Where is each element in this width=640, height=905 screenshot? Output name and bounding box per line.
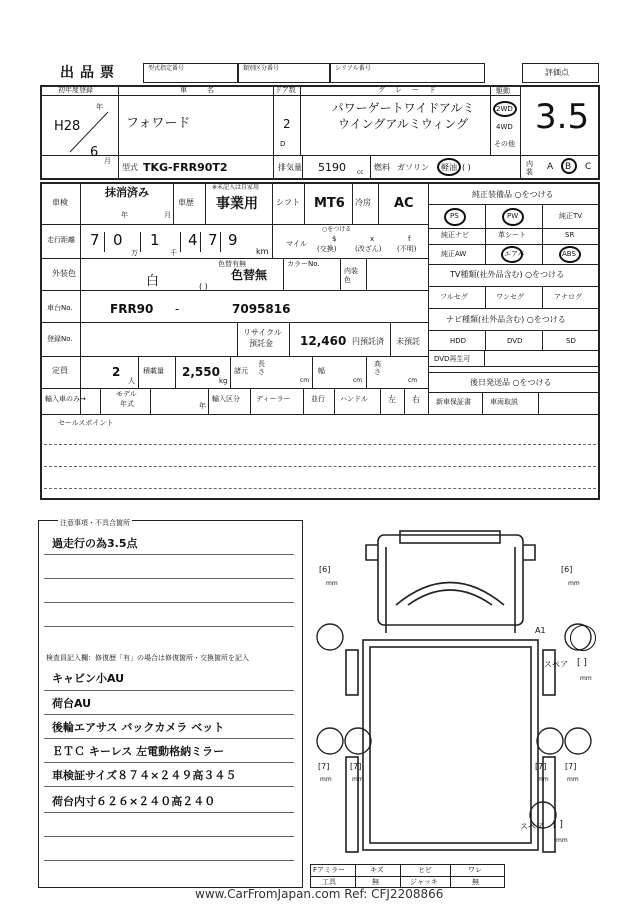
- inspector-line-4: ＥＴＣ キーレス 左電動格納ミラー: [52, 745, 225, 758]
- windshield-inner: [408, 590, 492, 605]
- mile-x2: (改ざん): [355, 245, 382, 253]
- tire-fl-mm: mm: [326, 580, 338, 587]
- exterior-value: 白: [146, 274, 160, 289]
- first-reg-year: H28: [54, 119, 81, 134]
- chassis-dash: -: [175, 302, 180, 316]
- mileage-digit-1: 7: [90, 231, 100, 249]
- after-title: 後日発送品 ○をつける: [470, 378, 552, 387]
- import-year: 年: [199, 402, 206, 410]
- spare-bracket-1: [ ]: [577, 658, 587, 668]
- tire-rr1-num: 7: [538, 762, 544, 771]
- capacity-value: 2: [112, 365, 121, 379]
- recycle-status-1: 円預託済: [352, 337, 384, 346]
- mile-d1: $: [332, 235, 337, 243]
- sheet-title: 出品票: [60, 65, 120, 81]
- inspector-line-3: 後輪エアサス バックカメラ ベット: [52, 721, 225, 734]
- equip-title: 純正装備品 ○をつける: [472, 190, 554, 199]
- mileage-digit-2: 0: [113, 231, 123, 249]
- model-code-value: TKG-FRR90T2: [143, 161, 228, 174]
- equip-leather: 革シート: [498, 231, 526, 239]
- shift-label: シフト: [276, 198, 300, 207]
- mileage-sen: 千: [170, 249, 177, 257]
- fuel-label: 燃料: [374, 163, 390, 172]
- model-code-label: 型式: [122, 163, 138, 172]
- load-unit: kg: [219, 377, 228, 385]
- tire-fl-value: [6]: [319, 565, 331, 574]
- tv-analog: アナログ: [554, 293, 582, 301]
- grade-score-label: 評価点: [545, 68, 569, 77]
- recycle-label-1: リサイクル: [243, 328, 282, 337]
- drive-4wd: 4WD: [496, 123, 513, 131]
- mileage-digit-3: 1: [150, 231, 160, 249]
- doors-value: 2: [283, 117, 291, 131]
- reg-no-label: 登録No.: [47, 335, 73, 343]
- tire-rr2-value: [7]: [565, 762, 577, 771]
- car-name-label: 車名: [180, 86, 234, 94]
- shift-value: MT6: [314, 196, 345, 211]
- spare-mm-2: mm: [556, 837, 568, 844]
- spare-bracket-2: [ ]: [553, 820, 563, 830]
- after-manual: 車両取説: [490, 398, 518, 406]
- tire-fr-mm: mm: [568, 580, 580, 587]
- grade-label: グレード: [378, 86, 446, 94]
- dims-height: 高さ: [374, 360, 381, 376]
- doors-sub: D: [280, 140, 286, 148]
- navi-sd: SD: [566, 337, 576, 345]
- import-left: 左: [388, 395, 396, 404]
- color-no-label: カラーNo.: [287, 260, 320, 268]
- load-label: 積載量: [143, 367, 164, 375]
- chassis-number: 7095816: [232, 302, 291, 316]
- load-value: 2,550: [182, 365, 220, 379]
- mileage-digit-4: 4: [188, 231, 198, 249]
- import-div: 輸入区分: [212, 395, 240, 403]
- inspector-line-2: 荷台AU: [52, 697, 92, 710]
- cab-outline: [378, 535, 523, 625]
- mileage-digit-5: 7: [208, 231, 218, 249]
- cargo-body: [363, 640, 538, 850]
- chassis-label: 車台No.: [47, 304, 73, 312]
- mileage-km: km: [256, 247, 269, 256]
- mileage-man: 万: [131, 249, 138, 257]
- legend-break: ワレ: [468, 866, 482, 874]
- legend-jack-value: 無: [472, 878, 479, 886]
- tire-rl1-value: [7]: [318, 762, 330, 771]
- dims-width: 幅: [318, 367, 325, 375]
- cargo-inner: [370, 647, 531, 843]
- repaint-value: 色替無: [231, 268, 268, 282]
- tv-title: TV種類(社外品含む) ○をつける: [450, 270, 565, 279]
- inspector-line-6: 荷台内寸６２６×２４０高２４０: [52, 795, 216, 808]
- history-label: 車歴: [178, 198, 194, 207]
- doors-label: ドア数: [275, 86, 296, 94]
- equip-navi: 純正ナビ: [441, 231, 469, 239]
- tire-fr-value: [6]: [561, 565, 573, 574]
- notes-line-1: 過走行の為3.5点: [52, 537, 138, 550]
- tire-rear-right-2: [565, 728, 591, 754]
- after-warranty: 新車保証書: [436, 398, 471, 406]
- side-panel-right-front: [543, 650, 555, 695]
- truck-diagram: [308, 525, 600, 870]
- navi-title: ナビ種類(社外品含む) ○をつける: [446, 315, 566, 324]
- dims-label: 諸元: [234, 367, 248, 375]
- recycle-label-2: 預託金: [249, 339, 273, 348]
- mile-d2: (交換): [317, 245, 337, 253]
- mile-f2: (不明): [397, 245, 417, 253]
- side-panel-right-rear: [543, 757, 555, 852]
- cab-roof: [400, 531, 500, 543]
- tire-rr2-mm: mm: [567, 776, 579, 783]
- tire-rr1-value: [7]: [535, 762, 547, 771]
- tire-rl1-mm: mm: [320, 776, 332, 783]
- footer-ref[interactable]: www.CarFromJapan.com Ref: CFJ2208866: [195, 887, 444, 901]
- navi-dvd-play: DVD再生可: [434, 355, 471, 363]
- capacity-unit: 人: [128, 377, 135, 385]
- legend-jack: ジャッキ: [410, 878, 438, 886]
- navi-hdd: HDD: [450, 337, 467, 345]
- category-label: 類別区分番号: [243, 65, 280, 72]
- mirror-left: [366, 545, 378, 560]
- legend-scratch: キズ: [370, 866, 384, 874]
- displacement-value: 5190: [318, 161, 346, 174]
- fuel-gasoline: ガソリン: [397, 163, 429, 172]
- repaint-label: 色替有無: [218, 260, 246, 268]
- score-value: 3.5: [535, 97, 590, 137]
- history-value: 事業用: [216, 196, 258, 212]
- dims-length: 長さ: [258, 360, 265, 376]
- mile-f1: f: [408, 235, 411, 243]
- import-label: 輸入車のみ→: [45, 395, 86, 403]
- interior-color-label: 内装色: [344, 267, 358, 284]
- history-note: ※未記入は自家用: [212, 184, 260, 191]
- first-reg-label: 初年度登録: [58, 86, 93, 94]
- mileage-digit-6: 9: [228, 231, 238, 249]
- inspection-month: 月: [164, 211, 171, 219]
- legend-crack: ヒビ: [418, 866, 432, 874]
- tire-rr2-num: 7: [568, 762, 574, 771]
- equip-sr: SR: [565, 231, 575, 239]
- side-panel-left-rear: [346, 757, 358, 852]
- chassis-prefix: FRR90: [110, 302, 154, 316]
- first-reg-slash: [60, 110, 110, 155]
- equip-aw: 純正AW: [441, 250, 467, 258]
- displacement-label: 排気量: [278, 163, 302, 172]
- tire-rr1-mm: mm: [537, 776, 549, 783]
- grade-value: パワーゲートワイドアルミウイングアルミウィング: [331, 101, 475, 131]
- exterior-label: 外装色: [52, 269, 76, 278]
- first-reg-year-unit: 年: [96, 103, 103, 111]
- mileage-label: 走行距離: [47, 236, 75, 244]
- displacement-unit: cc: [357, 169, 364, 176]
- capacity-label: 定員: [52, 366, 68, 375]
- inspector-line-5: 車検証サイズ８７４×２４９高３４５: [52, 769, 237, 782]
- spare-mm-1: mm: [580, 675, 592, 682]
- spare-label-1: スペア: [544, 660, 568, 669]
- equip-tv: 純正TV: [559, 212, 583, 220]
- tire-rear-left-1: [317, 728, 343, 754]
- inspector-title: 検査員記入欄：修復歴「有」の場合は修復箇所・交換箇所を記入: [46, 654, 249, 662]
- equip-airbag: エアバ: [504, 250, 525, 258]
- inspection-year: 年: [121, 211, 128, 219]
- inspection-value: 抹消済み: [105, 186, 149, 199]
- import-handle: ハンドル: [340, 395, 368, 403]
- spare-tire-1: [570, 625, 596, 651]
- drive-other: その他: [494, 140, 515, 148]
- import-dealer: ディーラー: [256, 395, 291, 403]
- recycle-status-2: 未預託: [396, 337, 420, 346]
- navi-dvd: DVD: [507, 337, 523, 345]
- side-panel-left-front: [346, 650, 358, 695]
- tire-rl2-value: [7]: [350, 762, 362, 771]
- drive-label: 駆動: [496, 87, 510, 95]
- tire-rear-right-1: [537, 728, 563, 754]
- inspection-label: 車検: [52, 198, 68, 207]
- inspector-line-1: キャビン小AU: [52, 672, 125, 685]
- equip-abs: ABS: [562, 250, 576, 258]
- spare-label-2: スペア: [520, 822, 544, 831]
- tire-rl2-mm: mm: [352, 776, 364, 783]
- model-cert-label: 型式指定番号: [148, 65, 185, 72]
- recycle-value: 12,460: [300, 334, 347, 348]
- mile-x1: x: [370, 235, 375, 243]
- tire-fl-num: 6: [322, 565, 328, 574]
- mirror-right: [523, 545, 535, 560]
- equip-ps: PS: [450, 212, 459, 220]
- equip-pw: PW: [507, 212, 519, 220]
- legend-mirror: Fアミラー: [313, 866, 346, 874]
- notes-title: 注意事項・不具合箇所: [60, 519, 130, 527]
- import-model-year: 年式: [120, 400, 134, 408]
- mile-label: マイル: [286, 240, 307, 248]
- tire-front-left: [317, 624, 343, 650]
- mile-attach: ○をつける: [322, 226, 352, 233]
- serial-label: シリアル番号: [335, 65, 371, 72]
- tire-rl2-num: 7: [353, 762, 359, 771]
- import-model: モデル: [116, 390, 137, 398]
- interior-b: B: [565, 162, 572, 172]
- dims-height-unit: cm: [408, 377, 418, 384]
- car-name-value: フォワード: [126, 116, 191, 131]
- tv-oneseg: ワンセグ: [496, 293, 524, 301]
- repaint-paren: ( ): [199, 282, 208, 291]
- dims-length-unit: cm: [300, 377, 310, 384]
- first-reg-month: 6: [90, 145, 99, 160]
- import-right: 右: [412, 395, 420, 404]
- import-parallel: 並行: [311, 395, 325, 403]
- interior-c: C: [585, 162, 592, 172]
- tire-rl1-num: 7: [321, 762, 327, 771]
- fuel-diesel: 軽油: [441, 163, 457, 172]
- ac-value: AC: [394, 196, 414, 211]
- tv-fullseg: フルセグ: [440, 293, 468, 301]
- drive-2wd: 2WD: [496, 105, 513, 113]
- interior-label: 内装: [526, 160, 533, 176]
- sales-point-label: セールスポイント: [58, 419, 114, 427]
- first-reg-month-unit: 月: [104, 157, 111, 165]
- ac-label: 冷房: [355, 198, 371, 207]
- interior-a: A: [547, 162, 554, 172]
- legend-tools-value: 無: [372, 878, 379, 886]
- a1-mark: A1: [535, 626, 546, 635]
- tire-rear-left-2: [345, 728, 371, 754]
- legend-tools: 工具: [322, 878, 336, 886]
- fuel-paren: ( ): [462, 163, 471, 172]
- dims-width-unit: cm: [353, 377, 363, 384]
- tire-fr-num: 6: [564, 565, 570, 574]
